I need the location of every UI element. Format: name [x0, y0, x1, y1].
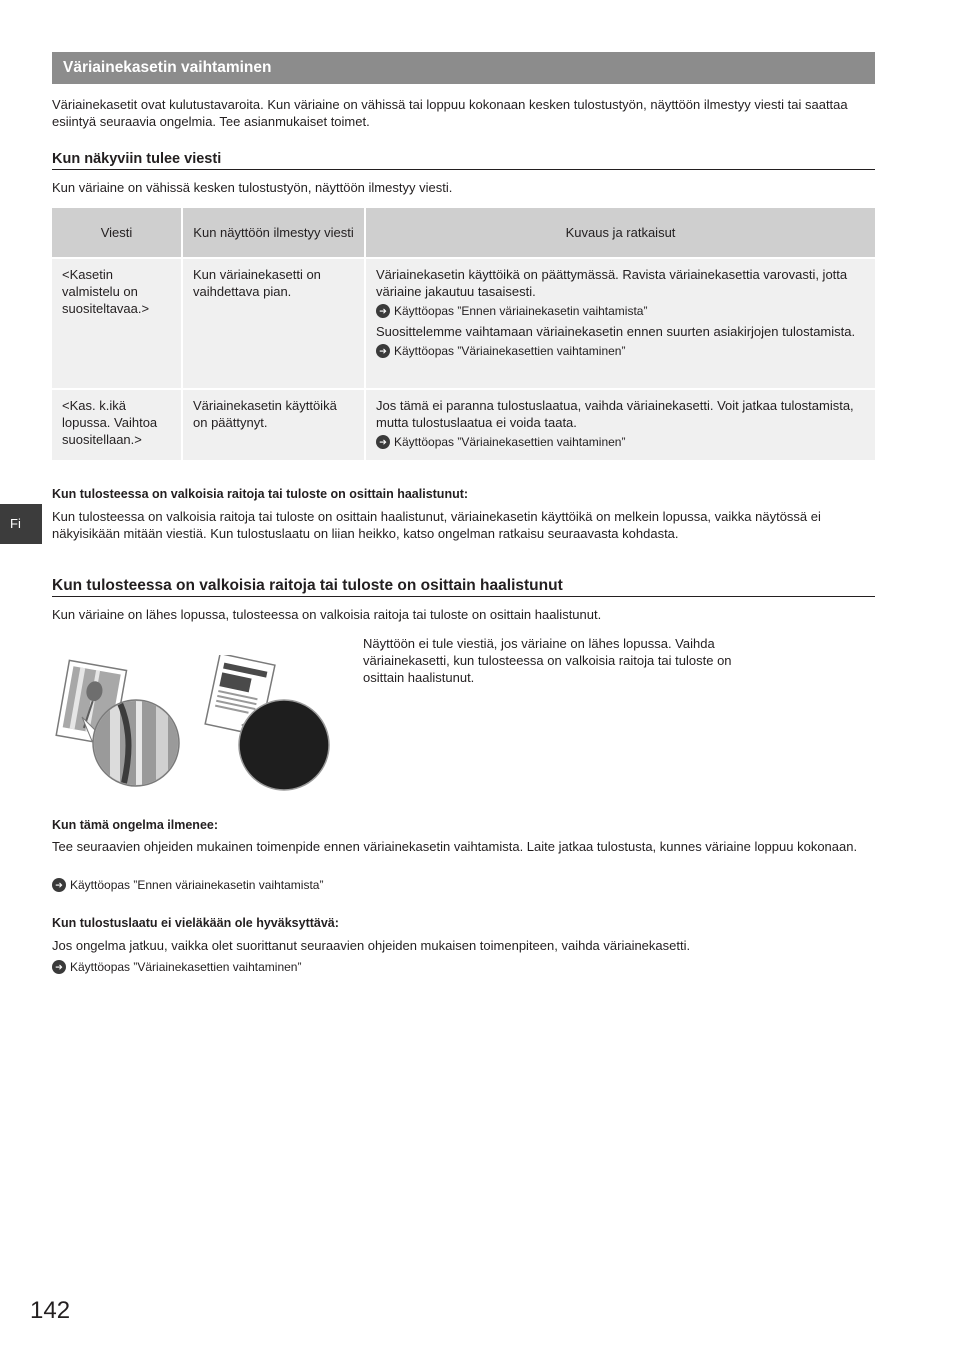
- description-text: Suosittelemme vaihtamaan väriainekasetin ennen suurten asiakirjojen tulostamista.: [376, 324, 856, 339]
- page-number: 142: [30, 1297, 71, 1324]
- streak-heading: Kun tulosteessa on valkoisia raitoja tai tuloste on osittain haalistunut: [52, 577, 875, 597]
- description-text: Väriainekasetin käyttöikä on päättymässä. Ravista väriainekasettia varovasti, jotta väriaine jakautuu tasaisesti.: [376, 267, 848, 299]
- column-header-when: Kun näyttöön ilmestyy viesti: [183, 208, 366, 257]
- streak-intro: Kun väriaine on lähes lopussa, tulosteessa on valkoisia raitoja tai tuloste on osittain haalistunut.: [52, 607, 602, 622]
- occurs-text: Tee seuraavien ohjeiden mukainen toimenpide ennen väriainekasetin vaihtamista. Laite jatkaa tulostusta, kunnes väriaine loppuu kokonaan.: [52, 839, 858, 854]
- reference-text: Käyttöopas ”Ennen väriainekasetin vaihtamista”: [70, 878, 324, 892]
- cell-when: Väriainekasetin käyttöikä on päättynyt.: [183, 388, 366, 460]
- arrow-circle-icon: ➔: [376, 344, 390, 358]
- reference-text: Käyttöopas ”Väriainekasettien vaihtaminen”: [394, 344, 626, 358]
- section-title: Väriainekasetin vaihtaminen: [52, 52, 875, 84]
- streaked-print-illustration: [52, 655, 332, 795]
- still-heading: Kun tulostuslaatu ei vieläkään ole hyväksyttävä:: [52, 916, 339, 930]
- cell-when: Kun väriainekasetti on vaihdettava pian.: [183, 257, 366, 388]
- still-text: Jos ongelma jatkuu, vaikka olet suorittanut seuraavien ohjeiden mukaisen toimenpiteen, vaihda väriainekasetti.: [52, 938, 691, 953]
- cell-description: [366, 257, 875, 388]
- manual-reference-link[interactable]: [52, 959, 301, 975]
- language-tab: Fi: [0, 504, 42, 544]
- streak-side-text: Näyttöön ei tule viestiä, jos väriaine on lähes lopussa. Vaihda väriainekasetti, kun tulosteessa on valkoisia raitoja tai tuloste on osittain haalistunut.: [363, 636, 732, 685]
- arrow-circle-icon: ➔: [52, 878, 66, 892]
- reference-text: Käyttöopas ”Väriainekasettien vaihtaminen”: [70, 960, 302, 974]
- arrow-circle-icon: ➔: [376, 304, 390, 318]
- cell-description: [366, 388, 875, 460]
- column-header-message: Viesti: [52, 208, 183, 257]
- reference-text: Käyttöopas ”Ennen väriainekasetin vaihtamista”: [394, 304, 648, 318]
- note-heading: Kun tulosteessa on valkoisia raitoja tai tuloste on osittain haalistunut:: [52, 487, 469, 501]
- table-header-row: [52, 208, 875, 257]
- message-intro: Kun väriaine on vähissä kesken tulostustyön, näyttöön ilmestyy viesti.: [52, 180, 453, 195]
- manual-reference-link[interactable]: [376, 343, 865, 359]
- section-intro: Väriainekasetit ovat kulutustavaroita. Kun väriaine on vähissä tai loppuu kokonaan kesken tulostustyön, näyttöön ilmestyy viesti tai saattaa esiintyä seuraavia ongelmia. Tee asianmukaiset toimet.: [52, 97, 848, 129]
- note-text: Kun tulosteessa on valkoisia raitoja tai tuloste on osittain haalistunut, väriainekasetin käyttöikä on melkein lopussa, vaikka näytössä ei näkyisikään mitään viestiä. Kun tulostuslaatu on liian heikko, katso ongelman ratkaisu seuraavasta kohdasta.: [52, 509, 821, 541]
- manual-reference-link[interactable]: [376, 303, 865, 319]
- table-row: [52, 388, 875, 460]
- column-header-description: Kuvaus ja ratkaisut: [366, 208, 875, 257]
- arrow-circle-icon: ➔: [376, 435, 390, 449]
- description-text: Jos tämä ei paranna tulostuslaatua, vaihda väriainekasetti. Voit jatkaa tulostamista, mutta tulostuslaatua ei voida taata.: [376, 398, 854, 430]
- reference-text: Käyttöopas ”Väriainekasettien vaihtaminen”: [394, 435, 626, 449]
- manual-reference-link[interactable]: [52, 877, 323, 893]
- message-heading: Kun näkyviin tulee viesti: [52, 150, 875, 170]
- table-row: [52, 257, 875, 388]
- manual-reference-link[interactable]: [376, 434, 865, 450]
- arrow-circle-icon: ➔: [52, 960, 66, 974]
- message-table: [52, 208, 875, 460]
- occurs-heading: Kun tämä ongelma ilmenee:: [52, 818, 219, 832]
- cell-message: <Kas. k.ikä lopussa. Vaihtoa suositellaan.>: [52, 388, 183, 460]
- cell-message: <Kasetin valmistelu on suositeltavaa.>: [52, 257, 183, 388]
